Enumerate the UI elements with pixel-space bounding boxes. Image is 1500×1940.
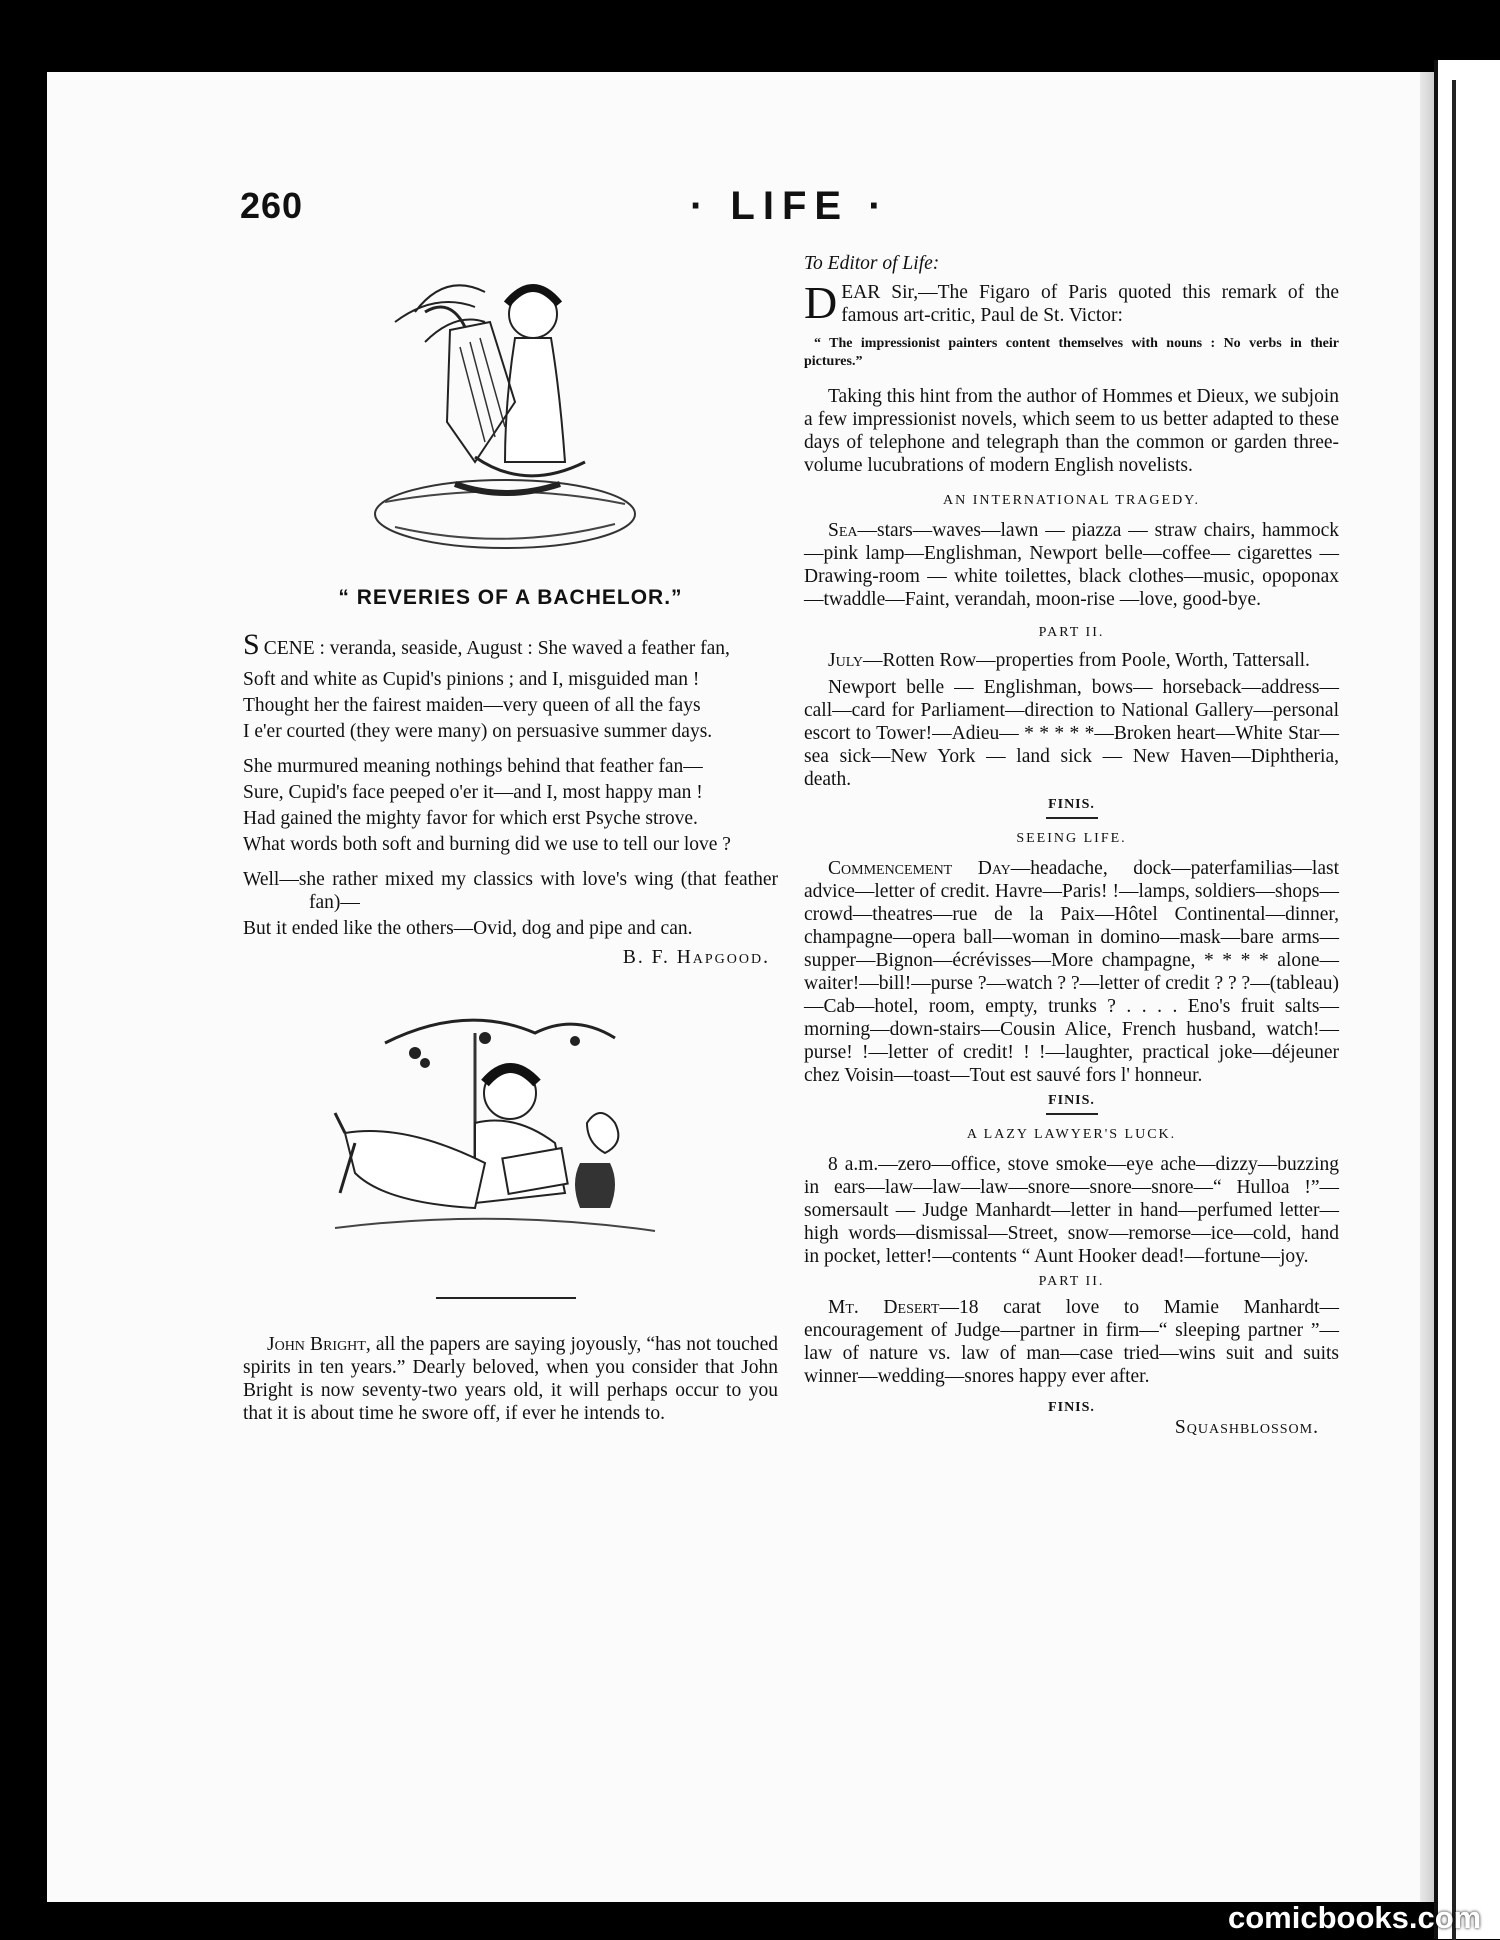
lawyer-part2: Mt. Desert—18 carat love to Mamie Manhardt—encouragement of Judge—partner in firm—“ sleeping partner ”—law of nature vs. law of man—case tried—wins suit and suits winner—wedding—snores happy ever after.: [804, 1297, 1339, 1387]
lawyer-part1: 8 a.m.—zero—office, stove smoke—eye ache—dizzy—buzzing in ears—law—law—law—snore—snore—snore—“ Hulloa !”—somersault — Judge Manhardt—letter in hand—perfumed letter—high words—dismissal—Street, snow—remorse—ice—cold, hand in pocket, letter!—contents “ Aunt Hooker dead!—fortune—joy.: [804, 1154, 1339, 1267]
poem-author: B. F. Hapgood.: [622, 947, 770, 968]
tragedy-part2: July—Rotten Row—properties from Poole, Worth, Tattersall.: [828, 650, 1310, 671]
poem-line: She murmured meaning nothings behind that feather fan—: [243, 756, 703, 777]
mermaid-harp-illustration: [355, 252, 778, 562]
part-heading: PART II.: [1038, 1274, 1105, 1289]
section-rule: [436, 1297, 576, 1299]
finis-rule: [1046, 1113, 1098, 1115]
page-number: 260: [240, 185, 304, 226]
poem-line: Thought her the fairest maiden—very queen of all the fays: [243, 695, 701, 716]
lawyer-title: A LAZY LAWYER'S LUCK.: [966, 1127, 1177, 1142]
poem-line: Had gained the mighty favor for which erst Psyche strove.: [243, 808, 698, 829]
right-column: [804, 252, 1339, 1439]
finis-label: FINIS.: [1048, 1093, 1095, 1108]
tragedy-title: AN INTERNATIONAL TRAGEDY.: [942, 493, 1200, 508]
drop-cap: D: [804, 277, 838, 328]
critic-quote: “ The impressionist painters content themselves with nouns : No verbs in their pictures.”: [804, 336, 1339, 369]
facing-page-edge: [1434, 60, 1500, 1939]
finis-label: FINIS.: [1048, 1400, 1095, 1415]
poem-line: But it ended like the others—Ovid, dog and pipe and can.: [243, 918, 693, 939]
signature: Squashblossom.: [1174, 1417, 1319, 1438]
poem: [243, 625, 778, 940]
seeing-life-title: SEEING LIFE.: [1016, 831, 1127, 846]
page-spine: [1420, 72, 1434, 1902]
masthead: · LIFE ·: [690, 184, 890, 228]
poem-line: I e'er courted (they were many) on persuasive summer days.: [243, 721, 713, 742]
seeing-life-paragraph: Commencement Day—headache, dock—paterfamilias—last advice—letter of credit. Havre—Paris! !—lamps, soldiers—shops—crowd—theatres—rue de la Paix—Hôtel Continental—dinner, champagne—opera ball—woman in domino—mask—bare arms—supper—Bignon—écrévisses—More champagne, * * * * alone—waiter!—bill!—purse ?—watch ? ?—letter of credit ? ? ?—(tableau)—Cab—hotel, room, empty, trunks ? . . . . Eno's fruit salts—morning—down-stairs—Cousin Alice, French husband, watch!—purse! !—letter of credit! ! !—laughter, practical joke—déjeuner chez Voisin—toast—Tout est sauvé fors l' honneur.: [804, 858, 1340, 1086]
poem-title: “ REVERIES OF A BACHELOR.”: [338, 586, 683, 609]
poem-line: Soft and white as Cupid's pinions ; and I, misguided man !: [243, 669, 700, 690]
part-heading: PART II.: [1038, 625, 1105, 640]
poem-line: What words both soft and burning did we use to tell our love ?: [243, 834, 731, 855]
drop-cap: S: [243, 628, 260, 661]
poem-line: Well—she rather mixed my classics with love's wing (that feather fan)—: [243, 869, 778, 913]
tragedy-part1: Sea—stars—waves—lawn — piazza — straw chairs, hammock—pink lamp—Englishman, Newport belle—coffee— cigarettes — Drawing-room — white toilettes, black clothes—music, opoponax—twaddle—Faint, verandah, moon-rise —love, good-bye.: [804, 520, 1339, 610]
poem-line: Sure, Cupid's face peeped o'er it—and I, most happy man !: [243, 782, 703, 803]
hint-paragraph: Taking this hint from the author of Hommes et Dieux, we subjoin a few impressionist novels, which seem to us better adapted to these days of telephone and telegraph than the common or garden three-volume lucubrations of modern English novelists.: [804, 386, 1339, 476]
letter-salutation: To Editor of Life:: [804, 253, 940, 274]
poem-line: SCENE : veranda, seaside, August : She waved a feather fan,: [243, 628, 730, 661]
reclining-smoker-illustration: [325, 993, 778, 1263]
left-column: [243, 252, 778, 1425]
letter-intro: DEAR Sir,—The Figaro of Paris quoted this remark of the famous art-critic, Paul de St. Victor:: [804, 277, 1339, 328]
site-watermark: comicbooks.com: [1228, 1900, 1482, 1935]
tragedy-part3: Newport belle — Englishman, bows— horseback—address—call—card for Parliament—direction to National Gallery—personal escort to Tower!—Adieu— * * * * *—Broken heart—White Star—sea sick—New York — land sick — New Haven—Diphtheria, death.: [804, 677, 1339, 790]
finis-rule: [1046, 817, 1098, 819]
john-bright-paragraph: John Bright, all the papers are saying joyously, “has not touched spirits in ten years.” Dearly beloved, when you consider that John Bright is now seventy-two years old, it will perhaps occur to you that it is about time he swore off, if ever he intends to.: [243, 1334, 778, 1424]
finis-label: FINIS.: [1048, 797, 1095, 812]
